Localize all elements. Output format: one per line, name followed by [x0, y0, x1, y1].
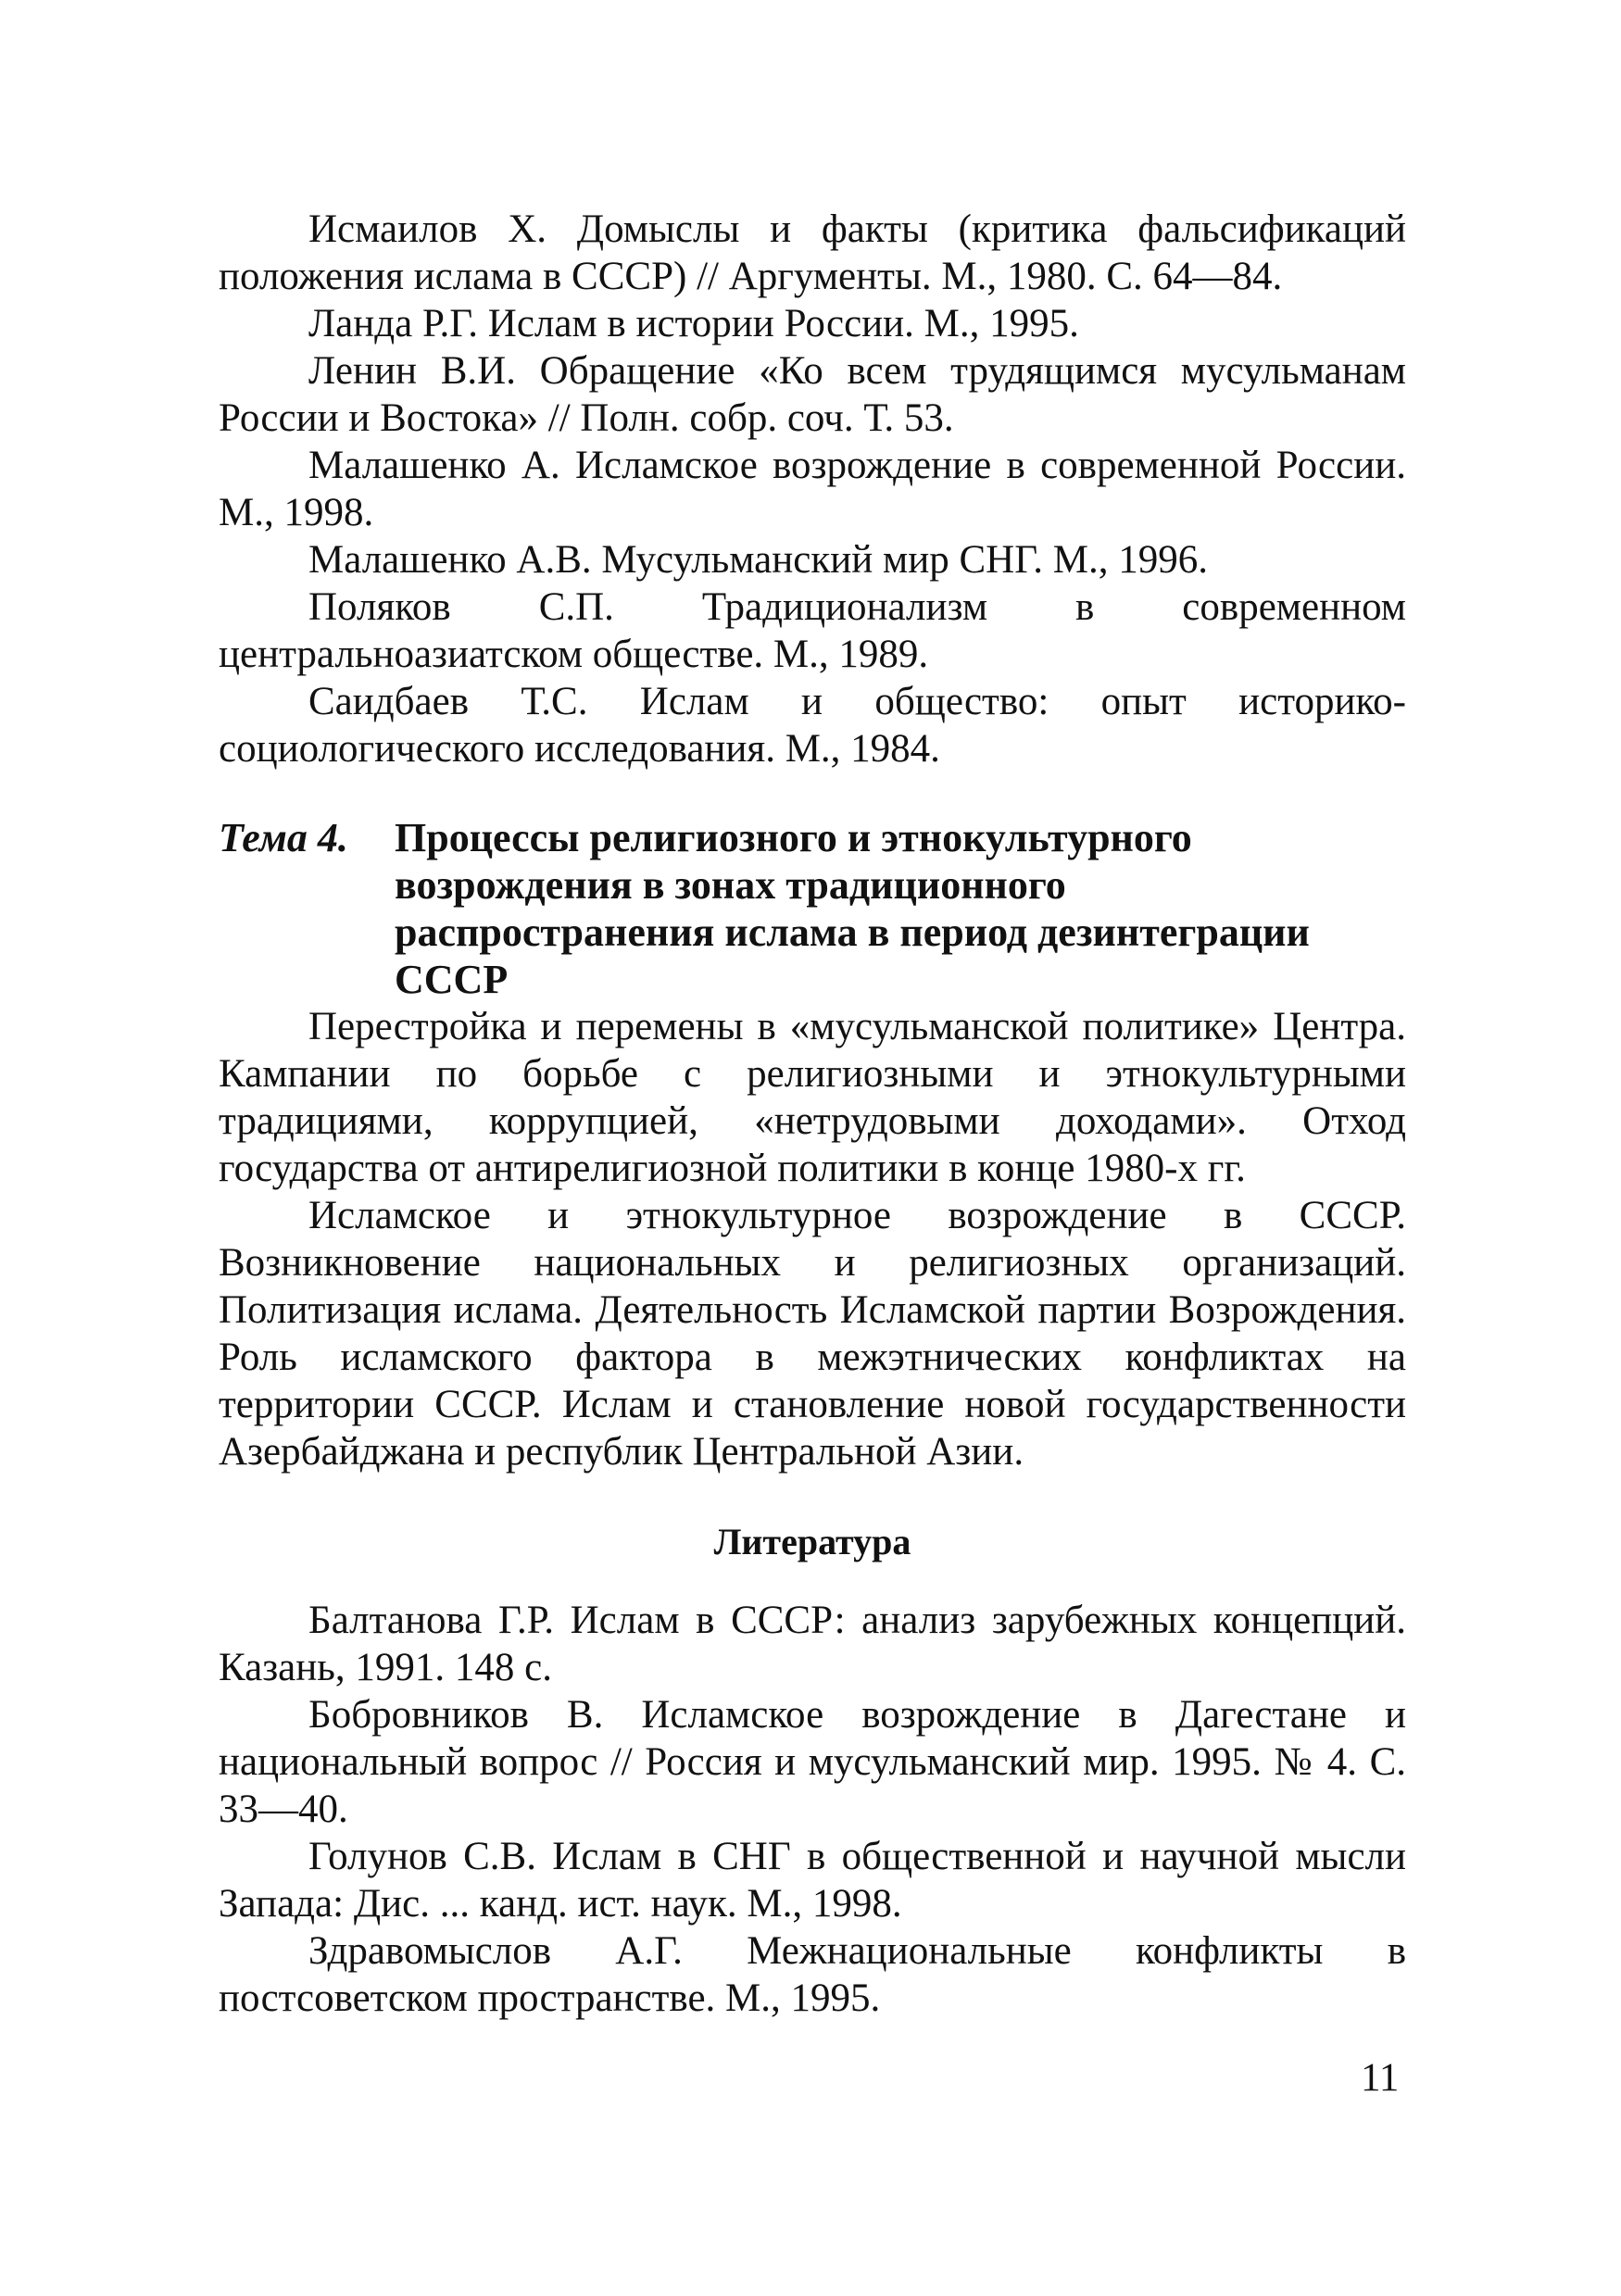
reference-item: Малашенко А.В. Мусульманский мир СНГ. М., 1996.: [308, 538, 1208, 582]
reference-item: Малашенко А. Исламское возрождение в современной России. М., 1998.: [219, 444, 1406, 534]
topic-body: [219, 1003, 1406, 1475]
reference-list-top: [219, 206, 1406, 772]
literature-list: [219, 1597, 1406, 2022]
reference-item: Ленин В.И. Обращение «Ко всем трудящимся мусульманам России и Востока» // Полн. собр. соч. Т. 53.: [219, 349, 1406, 440]
literature-heading: Литература: [713, 1521, 911, 1562]
reference-item: Ланда Р.Г. Ислам в истории России. М., 1995.: [308, 302, 1079, 345]
literature-item: Здравомыслов А.Г. Межнациональные конфликты в постсоветском пространстве. М., 1995.: [219, 1929, 1406, 2020]
reference-item: Исмаилов Х. Домыслы и факты (критика фальсификаций положения ислама в СССР) // Аргументы. М., 1980. С. 64—84.: [219, 207, 1406, 298]
reference-item: Саидбаев Т.С. Ислам и общество: опыт историко-социологического исследования. М., 1984.: [219, 680, 1406, 771]
literature-item: Голунов С.В. Ислам в СНГ в общественной и научной мысли Запада: Дис. ... канд. ист. наук. М., 1998.: [219, 1835, 1406, 1926]
page-number: 11: [1361, 2056, 1400, 2100]
topic-title: Процессы религиозного и этнокультурного возрождения в зонах традиционного распространения ислама в период дезинтеграции СССР: [395, 815, 1310, 1002]
topic-heading: [219, 814, 1406, 1003]
reference-item: Поляков С.П. Традиционализм в современном центральноазиатском обществе. М., 1989.: [219, 585, 1406, 676]
page-content: [219, 206, 1406, 2022]
body-paragraph: Исламское и этнокультурное возрождение в СССР. Возникновение национальных и религиозных организаций. Политизация ислама. Деятельность Исламской партии Возрождения. Роль исламского фактора в межэтнических конфликтах на территории СССР. Ислам и становление новой государственности Азербайджана и республик Центральной Азии.: [219, 1194, 1406, 1474]
literature-item: Бобровников В. Исламское возрождение в Дагестане и национальный вопрос // Россия и мусульманский мир. 1995. № 4. С. 33—40.: [219, 1693, 1406, 1831]
body-paragraph: Перестройка и перемены в «мусульманской политике» Центра. Кампании по борьбе с религиозными и этнокультурными традициями, коррупцией, «нетрудовыми доходами». Отход государства от антирелигиозной политики в конце 1980-х гг.: [219, 1005, 1406, 1190]
literature-item: Балтанова Г.Р. Ислам в СССР: анализ зарубежных концепций. Казань, 1991. 148 с.: [219, 1599, 1406, 1689]
topic-label: Тема 4.: [219, 815, 348, 860]
